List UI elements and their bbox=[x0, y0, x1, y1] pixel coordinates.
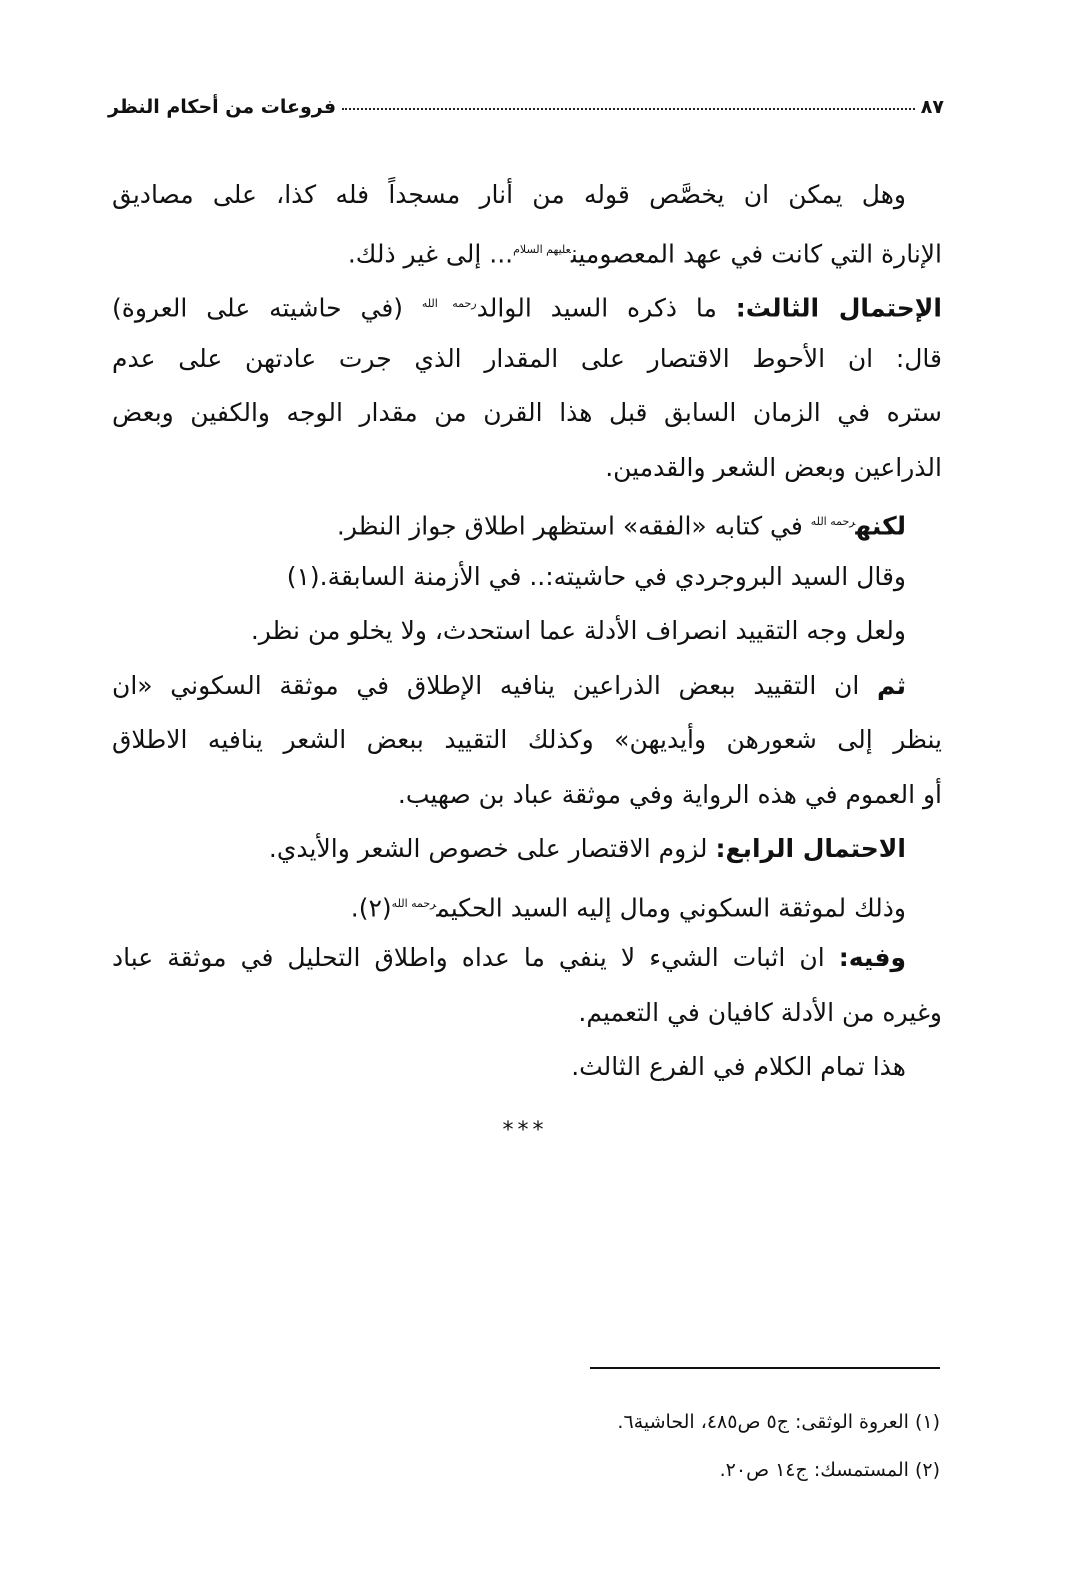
text-line bbox=[112, 768, 942, 823]
line-text: ستره في الزمان السابق قبل هذا القرن من مقدار الوجه والكفين وبعض bbox=[112, 398, 942, 427]
line-text: وقال السيد البروجردي في حاشيته:.. في الأزمنة السابقة.(١) bbox=[286, 561, 906, 591]
footnotes bbox=[300, 1398, 940, 1494]
footnote-2: (٢) المستمسك: ج١٤ ص٢٠. bbox=[719, 1459, 940, 1481]
leader-dots bbox=[342, 108, 915, 110]
text-line bbox=[112, 931, 942, 986]
text-line bbox=[112, 277, 942, 332]
main-text bbox=[112, 168, 942, 1095]
text-line bbox=[112, 659, 942, 714]
line-text: وذلك لموثقة السكوني ومال إليه السيد الحكيم bbox=[436, 892, 906, 922]
line-text: ولعل وجه التقييد انصراف الأدلة عما استحدث، ولا يخلو من نظر. bbox=[250, 616, 906, 645]
line-tail: (٢). bbox=[350, 892, 392, 922]
line-text: ان اثبات الشيء لا ينفي ما عداه واطلاق التحليل في موثقة عباد bbox=[112, 943, 839, 972]
text-line bbox=[112, 604, 942, 659]
line-text: ينظر إلى شعورهن وأيديهن» وكذلك التقييد ببعض الشعر ينافيه الاطلاق bbox=[112, 725, 942, 754]
page-number: ٨٧ bbox=[920, 96, 944, 118]
text-line bbox=[112, 1040, 942, 1095]
line-text: وغيره من الأدلة كافيان في التعميم. bbox=[578, 997, 942, 1027]
footnote-1: (١) العروة الوثقى: ج٥ ص٤٨٥، الحاشية٦. bbox=[617, 1411, 940, 1433]
text-line bbox=[112, 168, 942, 223]
bold-lead: الاحتمال الرابع: bbox=[715, 834, 906, 863]
line-text: ما ذكره السيد الوالد bbox=[476, 293, 736, 323]
section-separator: *** bbox=[502, 1118, 548, 1143]
line-tail: ... إلى غير ذلك. bbox=[347, 238, 514, 268]
running-header bbox=[108, 84, 944, 118]
line-text: الإنارة التي كانت في عهد المعصومين bbox=[570, 238, 942, 268]
text-line bbox=[112, 441, 942, 496]
line-text: هذا تمام الكلام في الفرع الثالث. bbox=[571, 1052, 906, 1081]
text-line bbox=[112, 877, 942, 932]
bold-lead: ثم bbox=[877, 670, 906, 700]
bold-lead: وفيه: bbox=[838, 943, 906, 972]
text-line bbox=[112, 332, 942, 387]
running-title: فروعات من أحكام النظر bbox=[108, 96, 337, 118]
honorific: رحمه الله bbox=[810, 515, 856, 528]
bold-lead: لكنه bbox=[855, 511, 906, 541]
text-line bbox=[112, 986, 942, 1041]
line-text: وهل يمكن ان يخصَّص قوله من أنار مسجداً فله كذا، على مصاديق bbox=[112, 180, 906, 209]
honorific: رحمه الله bbox=[391, 896, 437, 910]
line-text: ان التقييد ببعض الذراعين ينافيه الإطلاق في موثقة السكوني «ان bbox=[112, 670, 877, 700]
text-line bbox=[112, 223, 942, 278]
line-text: لزوم الاقتصار على خصوص الشعر والأيدي. bbox=[268, 834, 716, 863]
line-tail: (في حاشيته على العروة) bbox=[112, 293, 422, 323]
honorific: عليهم السلام bbox=[513, 242, 571, 256]
line-text: في كتابه «الفقه» استظهر اطلاق جواز النظر. bbox=[336, 511, 811, 541]
line-text: أو العموم في هذه الرواية وفي موثقة عباد بن صهيب. bbox=[397, 779, 942, 809]
honorific: رحمه الله bbox=[421, 297, 477, 310]
line-text: الذراعين وبعض الشعر والقدمين. bbox=[605, 452, 942, 482]
text-line bbox=[112, 495, 942, 550]
bold-lead: الإحتمال الثالث: bbox=[735, 293, 942, 323]
text-line bbox=[112, 386, 942, 441]
text-line bbox=[112, 550, 942, 605]
text-line bbox=[112, 822, 942, 877]
footnote-rule bbox=[590, 1367, 940, 1369]
line-text: قال: ان الأحوط الاقتصار على المقدار الذي جرت عادتهن على عدم bbox=[112, 343, 942, 373]
text-line bbox=[112, 713, 942, 768]
